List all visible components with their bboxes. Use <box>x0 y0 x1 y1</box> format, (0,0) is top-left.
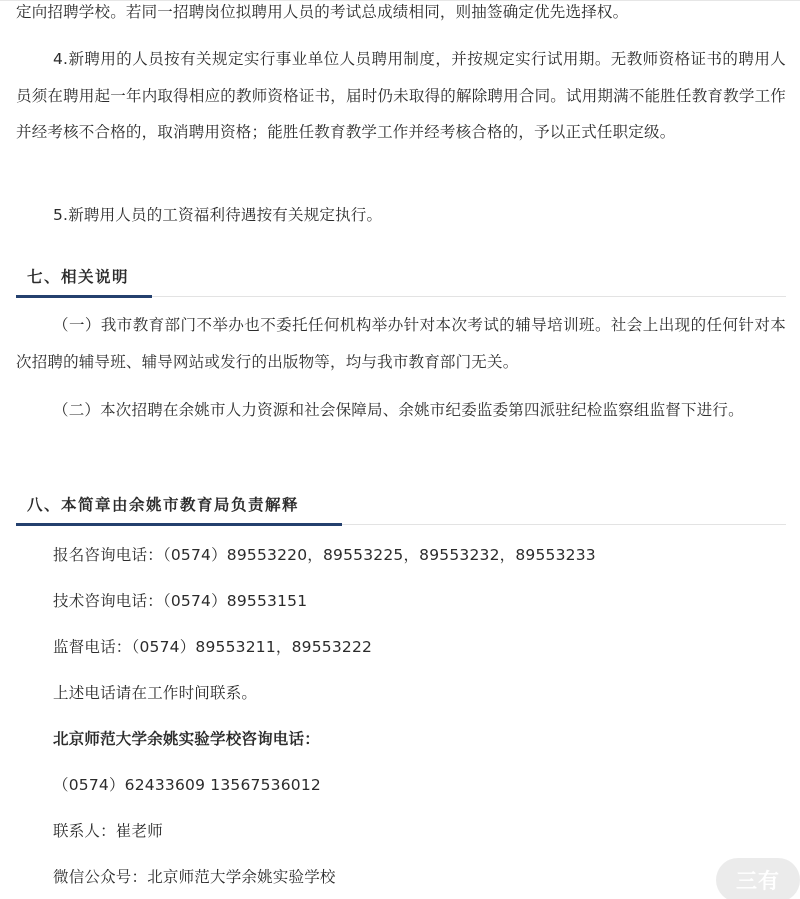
contact-person: 联系人：崔老师 <box>53 822 163 840</box>
technical-phone: 技术咨询电话：（0574）89553151 <box>53 592 308 610</box>
paragraph-tiebreak: 定向招聘学校。若同一招聘岗位拟聘用人员的考试总成绩相同，则抽签确定优先选择权。 <box>16 3 629 21</box>
paragraph-item-4: 4.新聘用的人员按有关规定实行事业单位人员聘用制度，并按规定实行试用期。无教师资格证书的聘用人员须在聘用起一年内取得相应的教师资格证书，届时仍未取得的解除聘用合同。试用期满不能胜任教育教学工作并经考核不合格的，取消聘用资格；能胜任教育教学工作并经考核合格的，予以正式任职定级。 <box>16 50 786 141</box>
working-hours-note: 上述电话请在工作时间联系。 <box>53 684 258 702</box>
floating-button-label: 三有 <box>736 869 780 893</box>
registration-phone: 报名咨询电话：（0574）89553220，89553225，89553232，89553233 <box>53 546 596 564</box>
section-7-underline <box>16 295 152 298</box>
section-8-underline <box>16 523 342 526</box>
school-phone-heading: 北京师范大学余姚实验学校咨询电话： <box>53 730 320 748</box>
section-7-item-1: （一）我市教育部门不举办也不委托任何机构举办针对本次考试的辅导培训班。社会上出现的任何针对本次招聘的辅导班、辅导网站或发行的出版物等，均与我市教育部门无关。 <box>16 316 786 371</box>
school-phone-numbers: （0574）62433609 13567536012 <box>53 776 321 794</box>
section-8-title: 八、本简章由余姚市教育局负责解释 <box>27 496 300 514</box>
paragraph-item-5: 5.新聘用人员的工资福利待遇按有关规定执行。 <box>53 206 383 224</box>
section-7-item-2: （二）本次招聘在余姚市人力资源和社会保障局、余姚市纪委监委第四派驻纪检监察组监督下进行。 <box>53 401 744 419</box>
wechat-account: 微信公众号：北京师范大学余姚实验学校 <box>53 868 336 886</box>
supervision-phone: 监督电话：（0574）89553211，89553222 <box>53 638 373 656</box>
floating-action-button[interactable] <box>716 858 800 899</box>
section-8-header <box>16 494 786 525</box>
section-7-header <box>16 266 786 297</box>
section-7-title: 七、相关说明 <box>27 268 130 286</box>
